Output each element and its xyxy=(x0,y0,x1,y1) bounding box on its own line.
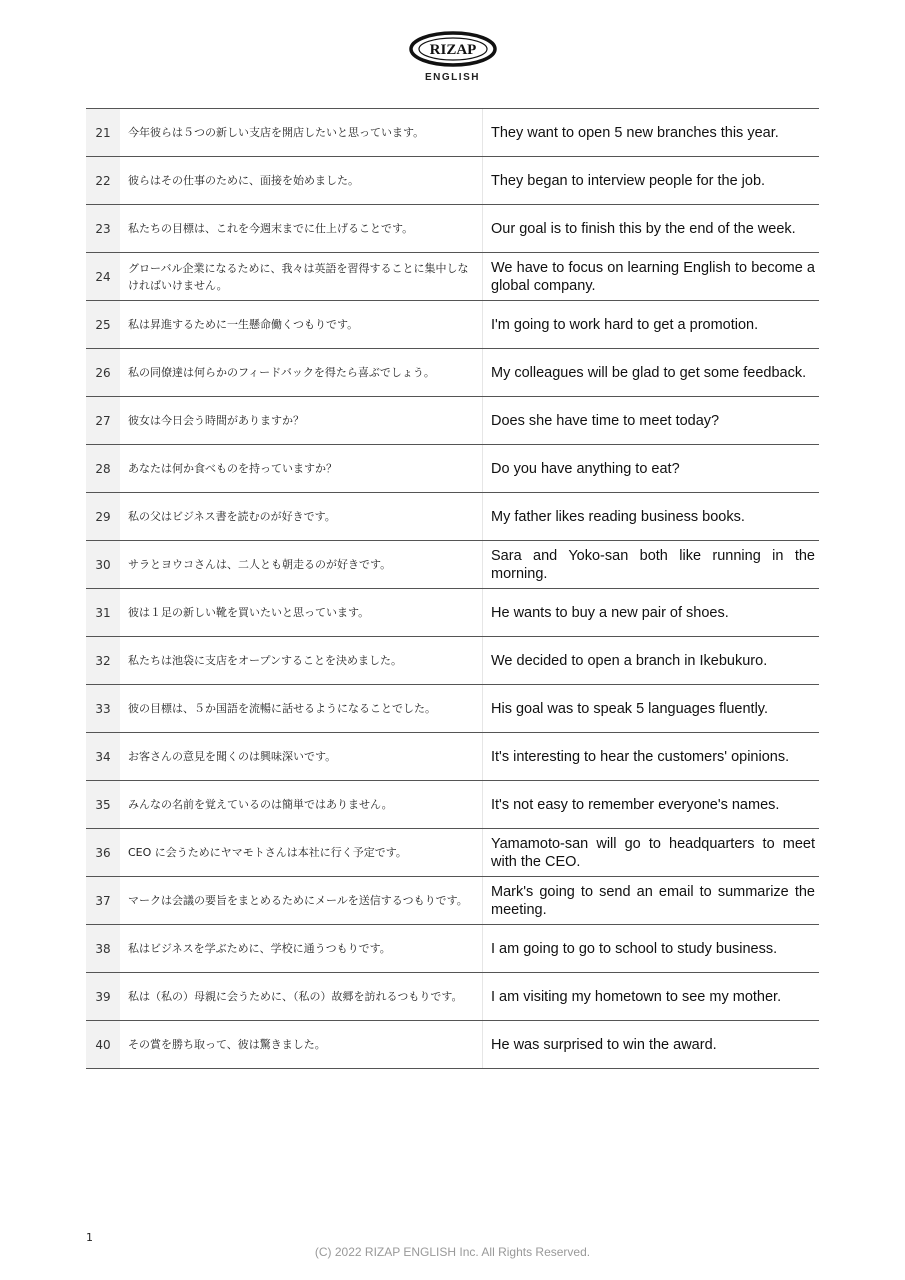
english-sentence: It's not easy to remember everyone's names. xyxy=(483,781,820,829)
english-sentence: Does she have time to meet today? xyxy=(483,397,820,445)
japanese-sentence: 私の同僚達は何らかのフィードバックを得たら喜ぶでしょう。 xyxy=(120,349,483,397)
japanese-sentence: グローバル企業になるために、我々は英語を習得することに集中しなければいけません。 xyxy=(120,253,483,301)
row-number: 31 xyxy=(86,589,120,637)
english-sentence: They want to open 5 new branches this year. xyxy=(483,109,820,157)
row-number: 29 xyxy=(86,493,120,541)
row-number: 33 xyxy=(86,685,120,733)
japanese-sentence: 私は（私の）母親に会うために、（私の）故郷を訪れるつもりです。 xyxy=(120,973,483,1021)
row-number: 34 xyxy=(86,733,120,781)
copyright-footer: (C) 2022 RIZAP ENGLISH Inc. All Rights Reserved. xyxy=(314,1245,591,1259)
japanese-sentence: 彼の目標は、５か国語を流暢に話せるようになることでした。 xyxy=(120,685,483,733)
row-number: 39 xyxy=(86,973,120,1021)
row-number: 30 xyxy=(86,541,120,589)
row-number: 27 xyxy=(86,397,120,445)
japanese-sentence: みんなの名前を覚えているのは簡単ではありません。 xyxy=(120,781,483,829)
table-row xyxy=(86,925,819,973)
table-row xyxy=(86,301,819,349)
japanese-sentence: 彼は１足の新しい靴を買いたいと思っています。 xyxy=(120,589,483,637)
english-sentence: Yamamoto-san will go to headquarters to meet with the CEO. xyxy=(483,829,820,877)
japanese-sentence: あなたは何か食べものを持っていますか？ xyxy=(120,445,483,493)
table-row xyxy=(86,493,819,541)
logo xyxy=(0,28,905,83)
row-number: 22 xyxy=(86,157,120,205)
english-sentence: It's interesting to hear the customers' opinions. xyxy=(483,733,820,781)
english-sentence: They began to interview people for the job. xyxy=(483,157,820,205)
row-number: 40 xyxy=(86,1021,120,1069)
japanese-sentence: お客さんの意見を聞くのは興味深いです。 xyxy=(120,733,483,781)
english-sentence: We decided to open a branch in Ikebukuro. xyxy=(483,637,820,685)
row-number: 21 xyxy=(86,109,120,157)
table-row xyxy=(86,397,819,445)
japanese-sentence: その賞を勝ち取って、彼は驚きました。 xyxy=(120,1021,483,1069)
japanese-sentence: CEO に会うためにヤマモトさんは本社に行く予定です。 xyxy=(120,829,483,877)
row-number: 37 xyxy=(86,877,120,925)
english-sentence: Do you have anything to eat? xyxy=(483,445,820,493)
table-row xyxy=(86,781,819,829)
english-sentence: He wants to buy a new pair of shoes. xyxy=(483,589,820,637)
table-row xyxy=(86,253,819,301)
table-row xyxy=(86,685,819,733)
table-row xyxy=(86,1021,819,1069)
table-row xyxy=(86,877,819,925)
japanese-sentence: サラとヨウコさんは、二人とも朝走るのが好きです。 xyxy=(120,541,483,589)
japanese-sentence: マークは会議の要旨をまとめるためにメールを送信するつもりです。 xyxy=(120,877,483,925)
phrase-table-body xyxy=(86,109,819,1069)
phrase-table xyxy=(86,108,819,1069)
english-sentence: My colleagues will be glad to get some feedback. xyxy=(483,349,820,397)
japanese-sentence: 彼らはその仕事のために、面接を始めました。 xyxy=(120,157,483,205)
table-row xyxy=(86,637,819,685)
logo-subtitle: ENGLISH xyxy=(425,72,480,83)
row-number: 26 xyxy=(86,349,120,397)
rizap-logo-mark xyxy=(408,28,498,70)
row-number: 28 xyxy=(86,445,120,493)
english-sentence: I am visiting my hometown to see my mother. xyxy=(483,973,820,1021)
english-sentence: We have to focus on learning English to become a global company. xyxy=(483,253,820,301)
table-row xyxy=(86,349,819,397)
english-sentence: I'm going to work hard to get a promotion. xyxy=(483,301,820,349)
english-sentence: He was surprised to win the award. xyxy=(483,1021,820,1069)
japanese-sentence: 彼女は今日会う時間がありますか？ xyxy=(120,397,483,445)
table-row xyxy=(86,973,819,1021)
row-number: 32 xyxy=(86,637,120,685)
row-number: 35 xyxy=(86,781,120,829)
english-sentence: His goal was to speak 5 languages fluently. xyxy=(483,685,820,733)
table-row xyxy=(86,157,819,205)
japanese-sentence: 私は昇進するために一生懸命働くつもりです。 xyxy=(120,301,483,349)
table-row xyxy=(86,445,819,493)
table-row xyxy=(86,205,819,253)
japanese-sentence: 今年彼らは５つの新しい支店を開店したいと思っています。 xyxy=(120,109,483,157)
row-number: 23 xyxy=(86,205,120,253)
row-number: 24 xyxy=(86,253,120,301)
table-row xyxy=(86,733,819,781)
page-number: 1 xyxy=(86,1231,93,1244)
table-row xyxy=(86,109,819,157)
logo-text: RIZAP xyxy=(429,42,476,58)
japanese-sentence: 私たちの目標は、これを今週末までに仕上げることです。 xyxy=(120,205,483,253)
table-row xyxy=(86,589,819,637)
japanese-sentence: 私たちは池袋に支店をオープンすることを決めました。 xyxy=(120,637,483,685)
english-sentence: Mark's going to send an email to summarize the meeting. xyxy=(483,877,820,925)
table-row xyxy=(86,829,819,877)
japanese-sentence: 私はビジネスを学ぶために、学校に通うつもりです。 xyxy=(120,925,483,973)
row-number: 25 xyxy=(86,301,120,349)
english-sentence: Our goal is to finish this by the end of the week. xyxy=(483,205,820,253)
japanese-sentence: 私の父はビジネス書を読むのが好きです。 xyxy=(120,493,483,541)
english-sentence: I am going to go to school to study business. xyxy=(483,925,820,973)
row-number: 38 xyxy=(86,925,120,973)
english-sentence: My father likes reading business books. xyxy=(483,493,820,541)
table-row xyxy=(86,541,819,589)
row-number: 36 xyxy=(86,829,120,877)
english-sentence: Sara and Yoko-san both like running in the morning. xyxy=(483,541,820,589)
